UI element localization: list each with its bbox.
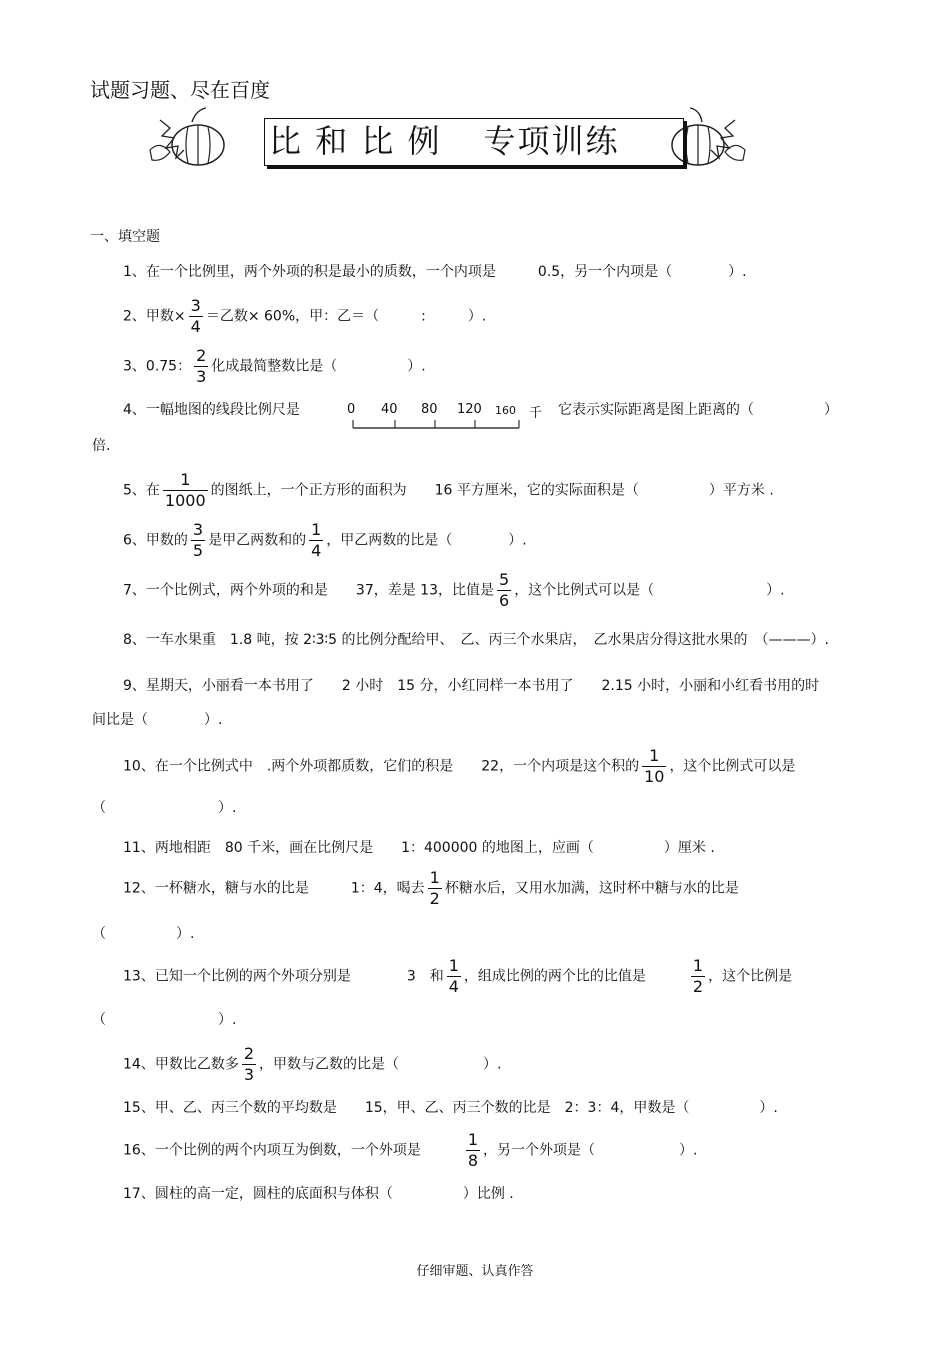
- question-8: 8、一车水果重 1.8 吨，按 2∶3∶5 的比例分配给甲、 乙、丙三个水果店， 乙水果店分得这批水果的 （———）.: [123, 632, 829, 648]
- fraction: $\frac{2}{3}$: [196, 346, 207, 386]
- question-2: 2、甲数× $\frac{3}{4}$ ＝乙数× 60%，甲：乙＝（ : ）.: [123, 296, 487, 336]
- fraction: $\frac{1}{10}$: [644, 746, 665, 786]
- scale-tick-label: 40: [381, 402, 398, 417]
- question-4-continuation: 倍.: [92, 438, 111, 454]
- question-13: 13、已知一个比例的两个外项分别是 3 和 $\frac{1}{4}$ ，组成比例的两个比的比值是 $\frac{1}{2}$ ，这个比例是: [123, 956, 793, 996]
- question-10-continuation: （ ）.: [92, 800, 237, 816]
- question-9: 9、星期天，小丽看一本书用了 2 小时 15 分，小红同样一本书用了 2.15 小时，小丽和小红看书用的时: [123, 678, 820, 694]
- fraction: $\frac{1}{4}$: [311, 520, 322, 560]
- fraction: $\frac{2}{3}$: [243, 1044, 255, 1084]
- fraction: $\frac{1}{1000}$: [164, 470, 206, 510]
- scale-line: [345, 418, 525, 430]
- scale-unit-label: 千: [529, 406, 543, 421]
- question-10: 10、在一个比例式中 .两个外项都质数，它们的积是 22，一个内项是这个积的 $\frac{1}{10}$ ，这个比例式可以是: [123, 746, 796, 786]
- page-header: 试题习题、尽在百度: [90, 78, 270, 102]
- page-footer: 仔细审题、认真作答: [416, 1264, 534, 1279]
- scale-bar: [345, 400, 545, 430]
- question-11: 11、两地相距 80 千米，画在比例尺是 1：400000 的地图上，应画（ ）厘米 .: [123, 840, 715, 856]
- fraction: $\frac{3}{5}$: [192, 520, 204, 560]
- fraction: $\frac{5}{6}$: [499, 570, 510, 610]
- title-part2: 专项训练: [483, 122, 620, 160]
- question-3: 3、0.75： $\frac{2}{3}$ 化成最简整数比是（ ）.: [123, 346, 426, 386]
- fraction: $\frac{1}{4}$: [448, 956, 459, 996]
- section-title: 一、填空题: [90, 229, 160, 245]
- question-7: 7、一个比例式，两个外项的和是 37，差是 13，比值是 $\frac{5}{6}$ ，这个比例式可以是（ ）.: [123, 570, 785, 610]
- question-14: 14、甲数比乙数多 $\frac{2}{3}$ ，甲数与乙数的比是（ ）.: [123, 1044, 502, 1084]
- pumpkin-ornament-left-icon: [140, 100, 235, 175]
- fraction: $\frac{3}{4}$: [190, 296, 201, 336]
- question-1: 1、在一个比例里，两个外项的积是最小的质数，一个内项是 0.5，另一个内项是（ ）.: [123, 264, 747, 280]
- title-banner: [264, 118, 684, 166]
- question-17: 17、圆柱的高一定，圆柱的底面积与体积（ ）比例 .: [123, 1186, 514, 1202]
- title-text: [269, 121, 620, 161]
- fraction: $\frac{1}{2}$: [692, 956, 704, 996]
- question-12-continuation: （ ）.: [92, 926, 195, 942]
- question-13-continuation: （ ）.: [92, 1012, 237, 1028]
- question-6: 6、甲数的 $\frac{3}{5}$ 是甲乙两数和的 $\frac{1}{4}$ ，甲乙两数的比是（ ）.: [123, 520, 527, 560]
- question-16: 16、一个比例的两个内项互为倒数，一个外项是 $\frac{1}{8}$ ，另一个外项是（ ）.: [123, 1130, 698, 1170]
- fraction: $\frac{1}{8}$: [467, 1130, 479, 1170]
- fraction: $\frac{1}{2}$: [429, 868, 440, 908]
- question-12: 12、一杯糖水，糖与水的比是 1：4，喝去 $\frac{1}{2}$ 杯糖水后，又用水加满，这时杯中糖与水的比是: [123, 868, 739, 908]
- scale-tick-label: 160: [495, 404, 516, 417]
- title-part1: 比 和 比 例: [269, 122, 442, 160]
- scale-tick-label: 120: [457, 402, 482, 417]
- question-4: 4、一幅地图的线段比例尺是: [123, 402, 300, 418]
- question-4-tail: 它表示实际距离是图上距离的（ ）: [558, 402, 838, 418]
- scale-tick-label: 80: [421, 402, 438, 417]
- question-15: 15、甲、乙、丙三个数的平均数是 15，甲、乙、丙三个数的比是 2：3：4，甲数是（ ）.: [123, 1100, 778, 1116]
- question-9-continuation: 间比是（ ）.: [92, 712, 223, 728]
- scale-tick-label: 0: [347, 402, 356, 417]
- question-5: 5、在 $\frac{1}{1000}$ 的图纸上，一个正方形的面积为 16 平方厘米，它的实际面积是（ ）平方米 .: [123, 470, 774, 510]
